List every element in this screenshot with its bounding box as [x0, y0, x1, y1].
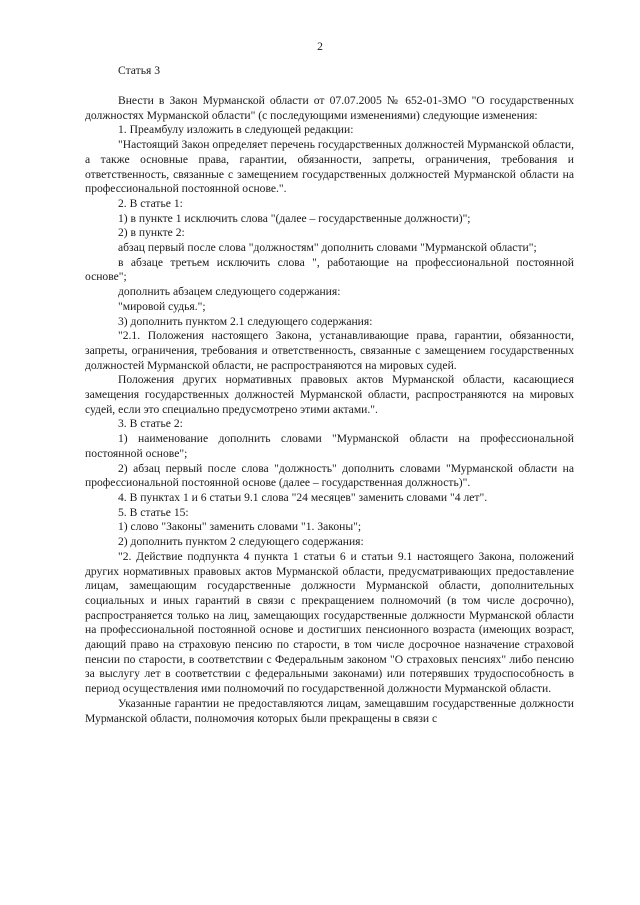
- paragraph: 1. Преамбулу изложить в следующей редакции:: [118, 123, 354, 137]
- paragraph: 2) дополнить пунктом 2 следующего содержания:: [118, 535, 364, 549]
- paragraph: 3. В статье 2:: [118, 417, 183, 431]
- page-number: 2: [317, 40, 323, 53]
- paragraph: дополнить абзацем следующего содержания:: [118, 285, 341, 299]
- paragraph: Положения других нормативных правовых актов Мурманской области, касающиеся замещения государственных должностей Мурманской области, распространяются на мировых судей, если это специально предусмотрено этими актами.".: [85, 373, 574, 416]
- paragraph: "2. Действие подпункта 4 пункта 1 статьи 6 и статьи 9.1 настоящего Закона, положений других нормативных правовых актов Мурманской области, предусматривающих предоставление лицам, замещающим государственные должности Мурманской области, дополнительных социальных и иных гарантий в связи с прекращением полномочий (в том числе досрочно), распространяется только на лиц, замещающих государственные должности Мурманской области на профессиональной постоянной основе и достигших пенсионного возраста (имеющих возраст, дающий право на страховую пенсию по старости, в том числе досрочное назначение страховой пенсии по старости, в соответствии с Федеральным законом "О страховых пенсиях" либо пенсию за выслугу лет в соответствии с федеральными законами) или потерявших трудоспособность в период осуществления ими полномочий по государственной должности Мурманской области.: [85, 549, 574, 696]
- paragraph: 2) в пункте 2:: [118, 226, 185, 240]
- paragraph: 2) абзац первый после слова "должность" дополнить словами "Мурманской области на профессиональной постоянной основе (далее – государственная должность)".: [85, 461, 574, 490]
- paragraph: "мировой судья.";: [118, 299, 206, 313]
- paragraph: абзац первый после слова "должностям" дополнить словами "Мурманской области";: [118, 241, 537, 255]
- paragraph: 5. В статье 15:: [118, 505, 189, 519]
- paragraph: Указанные гарантии не предоставляются лицам, замещавшим государственные должности Мурманской области, полномочия которых были прекращены в связи с: [85, 696, 574, 725]
- paragraph: 2. В статье 1:: [118, 196, 183, 210]
- paragraph: 4. В пунктах 1 и 6 статьи 9.1 слова "24 месяцев" заменить словами "4 лет".: [118, 490, 488, 504]
- paragraph: 1) слово "Законы" заменить словами "1. Законы";: [118, 520, 362, 534]
- document-body: [85, 94, 574, 726]
- paragraph: 1) в пункте 1 исключить слова "(далее – государственные должности)";: [118, 211, 471, 225]
- paragraph: в абзаце третьем исключить слова ", работающие на профессиональной постоянной основе";: [85, 255, 574, 284]
- paragraph: Внести в Закон Мурманской области от 07.07.2005 № 652-01-ЗМО "О государственных должностях Мурманской области" (с последующими изменениями) следующие изменения:: [85, 94, 574, 122]
- paragraph: 1) наименование дополнить словами "Мурманской области на профессиональной постоянной основе";: [85, 432, 574, 460]
- paragraph: "2.1. Положения настоящего Закона, устанавливающие права, гарантии, обязанности, запреты, ограничения, требования и ответственность, связанные с замещением государственных должностей Мурманской области, не распространяются на мировых судей.: [85, 329, 574, 372]
- paragraph: "Настоящий Закон определяет перечень государственных должностей Мурманской области, а также основные права, гарантии, обязанности, запреты, ограничения, требования и ответственность, связанные с замещением государственных должностей Мурманской области на профессиональной постоянной основе.".: [85, 138, 574, 196]
- paragraph: 3) дополнить пунктом 2.1 следующего содержания:: [118, 314, 373, 328]
- article-title: Статья 3: [118, 64, 161, 77]
